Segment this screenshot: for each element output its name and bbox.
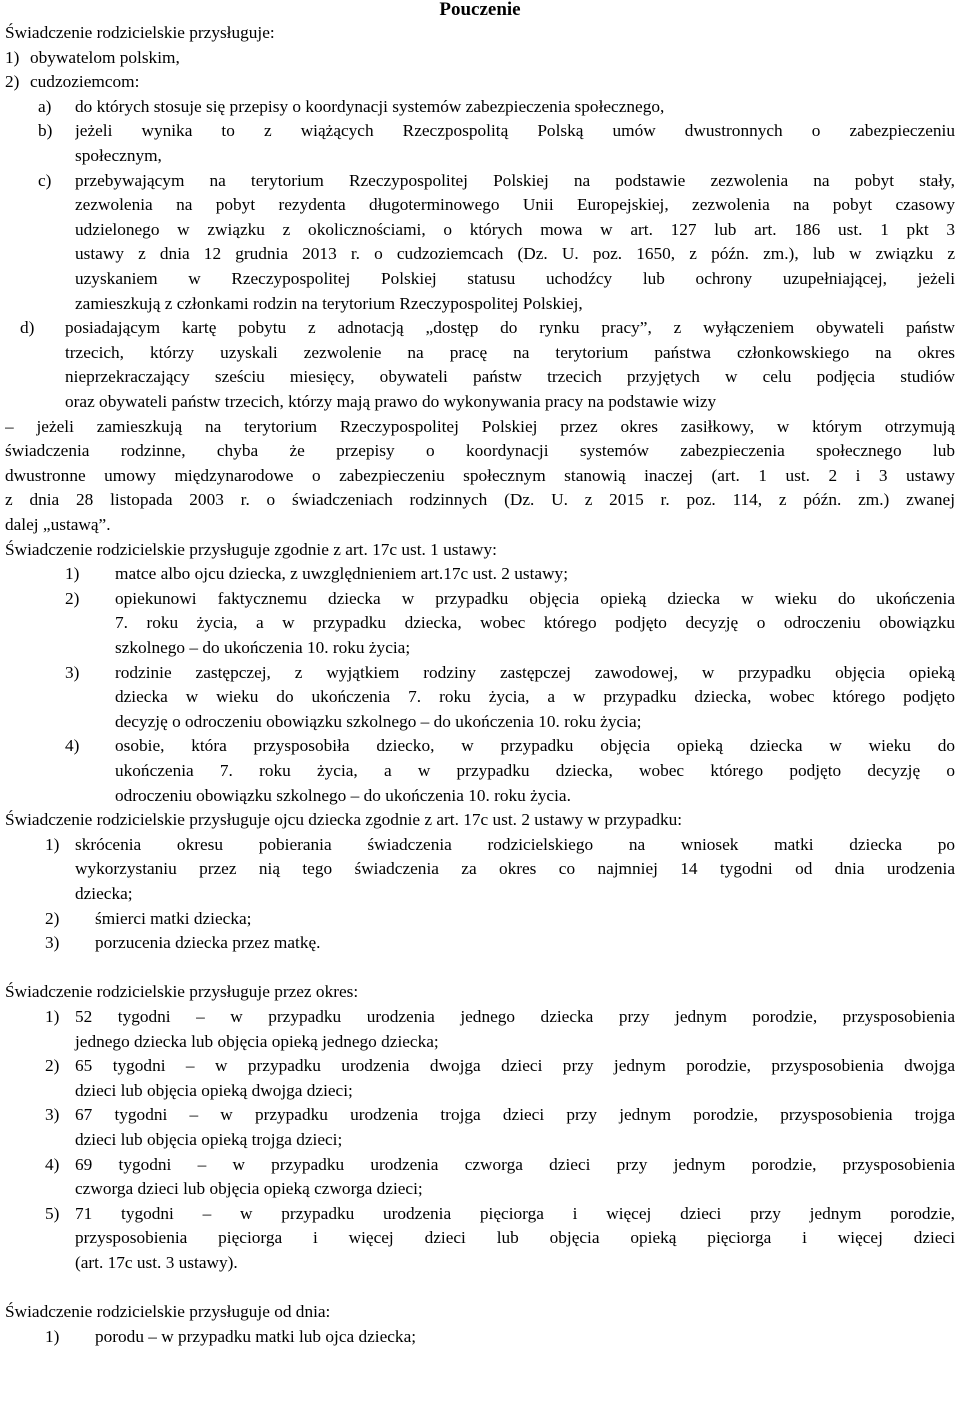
line-text: posiadającym kartę pobytu z adnotacją „dostęp do rynku pracy”, z wyłączeniem obywateli państw xyxy=(65,318,955,338)
line-text: śmierci matki dziecka; xyxy=(95,908,252,928)
line-text: matce albo ojcu dziecka, z uwzględnieniem art.17c ust. 2 ustawy; xyxy=(115,564,568,584)
text-line xyxy=(0,193,960,218)
list-marker: 2) xyxy=(65,588,80,608)
line-text: Świadczenie rodzicielskie przysługuje: xyxy=(5,23,275,42)
line-text: uzyskaniem w Rzeczypospolitej Polskiej statusu uchodźcy lub ochrony uzupełniającej, jeżeli xyxy=(75,269,955,288)
text-line xyxy=(0,1226,960,1251)
text-line xyxy=(0,488,960,513)
text-line xyxy=(0,1079,960,1104)
line-text: przysposobienia pięciorga i więcej dzieci lub objęcia opieką pięciorga i więcej dzieci xyxy=(75,1228,955,1248)
line-text: zezwolenia na pobyt rezydenta długoterminowego Unii Europejskiej, zezwolenia na pobyt czasowy xyxy=(75,195,955,215)
line-text: oraz obywateli państw trzecich, którzy mają prawo do wykonywania pracy na podstawie wizy xyxy=(65,392,717,411)
text-line xyxy=(0,710,960,735)
text-line xyxy=(0,857,960,882)
text-line xyxy=(0,365,960,390)
line-text: jednego dziecka lub objęcia opieką jednego dziecka; xyxy=(75,1031,439,1051)
line-text: udzielonego w związku z okolicznościami, o których mowa w art. 127 lub art. 186 ust. 1 pkt 3 xyxy=(75,219,955,239)
line-text: – jeżeli zamieszkują na terytorium Rzeczypospolitej Polskiej przez okres zasiłkowy, w którym otrzymują xyxy=(5,416,955,436)
text-line xyxy=(0,1103,960,1128)
text-line xyxy=(0,661,960,686)
text-line xyxy=(0,1054,960,1079)
text-line xyxy=(0,390,960,415)
text-line xyxy=(0,46,960,71)
text-line xyxy=(0,562,960,587)
line-text: 7. roku życia, a w przypadku dziecka, wobec którego podjęto decyzję o odroczeniu obowiązku xyxy=(115,613,955,633)
list-marker: b) xyxy=(38,121,53,141)
line-text: Świadczenie rodzicielskie przysługuje zgodnie z art. 17c ust. 1 ustawy: xyxy=(5,539,497,559)
text-line xyxy=(0,267,960,292)
text-line xyxy=(0,95,960,120)
list-marker: 2) xyxy=(45,908,60,928)
line-text: 67 tygodni – w przypadku urodzenia trojga dzieci przy jednym porodzie, przysposobienia trojga xyxy=(75,1105,955,1125)
text-line xyxy=(0,218,960,243)
line-text: skrócenia okresu pobierania świadczenia rodzicielskiego na wniosek matki dziecka po xyxy=(75,834,955,854)
line-text: 71 tygodni – w przypadku urodzenia pięciorga i więcej dzieci przy jednym porodzie, xyxy=(75,1203,955,1223)
line-text: osobie, która przysposobiła dziecko, w przypadku objęcia opieką dziecka w wieku do xyxy=(115,736,955,756)
text-line xyxy=(0,907,960,932)
text-line xyxy=(0,1030,960,1055)
line-text: odroczeniu obowiązku szkolnego – do ukończenia 10. roku życia. xyxy=(115,785,571,805)
text-line xyxy=(0,538,960,563)
line-text: porodu – w przypadku matki lub ojca dziecka; xyxy=(95,1326,417,1346)
text-line xyxy=(0,513,960,538)
line-text: z dnia 28 listopada 2003 r. o świadczeniach rodzinnych (Dz. U. z 2015 r. poz. 114, z późn. zm.) zwanej xyxy=(5,490,955,510)
text-line xyxy=(0,980,960,1005)
text-line xyxy=(0,1128,960,1153)
list-marker: 2) xyxy=(5,72,20,92)
line-text: nieprzekraczający sześciu miesięcy, obywateli państw trzecich przyjętych w celu podjęcia studiów xyxy=(65,367,955,387)
line-text: ukończenia 7. roku życia, a w przypadku dziecka, wobec którego podjęto decyzję o xyxy=(115,761,955,780)
line-text: ustawy z dnia 12 grudnia 2013 r. o cudzoziemcach (Dz. U. poz. 1650, z późn. zm.), lub w związku z xyxy=(75,244,955,264)
text-line xyxy=(0,931,960,956)
line-text: 65 tygodni – w przypadku urodzenia dwojga dzieci przy jednym porodzie, przysposobienia dwojga xyxy=(75,1056,955,1076)
line-text: jeżeli wynika to z wiążących Rzeczpospolitą Polską umów dwustronnych o zabezpieczeniu xyxy=(75,121,955,141)
list-marker: d) xyxy=(20,318,35,338)
list-marker: 3) xyxy=(65,662,80,682)
line-text: dwustronne umowy międzynarodowe o zabezpieczeniu społecznym stanowią inaczej (art. 1 ust. 2 i 3 ustawy xyxy=(5,465,955,485)
text-line xyxy=(0,242,960,267)
text-line xyxy=(0,70,960,95)
line-text: dziecka; xyxy=(75,884,133,903)
line-text: dzieci lub objęcia opieką trojga dzieci; xyxy=(75,1130,343,1149)
line-text: (art. 17c ust. 3 ustawy). xyxy=(75,1253,238,1272)
text-line xyxy=(0,685,960,710)
list-marker: 1) xyxy=(5,47,20,67)
text-line xyxy=(0,464,960,489)
line-text: opiekunowi faktycznemu dziecka w przypadku objęcia opieką dziecka w wieku do ukończenia xyxy=(115,588,955,608)
line-text: trzecich, którzy uzyskali zezwolenie na pracę na terytorium państwa członkowskiego na okres xyxy=(65,342,955,362)
line-text: cudzoziemcom: xyxy=(30,72,140,92)
text-line xyxy=(0,415,960,440)
line-text: porzucenia dziecka przez matkę. xyxy=(95,933,321,953)
text-line xyxy=(0,1251,960,1276)
line-text: wykorzystaniu przez nią tego świadczenia za okres co najmniej 14 tygodni od dnia urodzenia xyxy=(75,859,955,879)
line-text: Świadczenie rodzicielskie przysługuje przez okres: xyxy=(5,982,359,1002)
text-line xyxy=(0,1325,960,1350)
text-line xyxy=(0,636,960,661)
line-text: dziecka w wieku do ukończenia 7. roku życia, a w przypadku dziecka, wobec którego podjęto xyxy=(115,687,955,707)
list-marker: 1) xyxy=(45,834,60,854)
list-marker: 4) xyxy=(45,1154,60,1174)
text-line xyxy=(0,808,960,833)
line-text: świadczenia rodzinne, chyba że przepisy o koordynacji systemów zabezpieczenia społecznego lub xyxy=(5,441,955,461)
line-text: społecznym, xyxy=(75,146,162,165)
text-line xyxy=(0,587,960,612)
list-marker: 4) xyxy=(65,736,80,756)
list-marker: 3) xyxy=(45,1105,60,1125)
text-line xyxy=(0,316,960,341)
page-title: Pouczenie xyxy=(439,0,521,20)
list-marker: 1) xyxy=(45,1326,60,1346)
line-text: dalej „ustawą”. xyxy=(5,515,111,534)
text-line xyxy=(0,341,960,366)
text-line xyxy=(0,784,960,809)
line-text: decyzję o odroczeniu obowiązku szkolnego – do ukończenia 10. roku życia; xyxy=(115,711,642,731)
text-line xyxy=(0,21,960,46)
list-marker: 5) xyxy=(45,1203,60,1223)
text-line xyxy=(0,956,960,981)
line-text: Świadczenie rodzicielskie przysługuje od dnia: xyxy=(5,1302,331,1322)
text-line xyxy=(0,833,960,858)
text-line xyxy=(0,759,960,784)
text-line xyxy=(0,439,960,464)
text-line xyxy=(0,1177,960,1202)
line-text: 69 tygodni – w przypadku urodzenia czworga dzieci przy jednym porodzie, przysposobienia xyxy=(75,1154,955,1174)
line-text: zamieszkują z członkami rodzin na terytorium Rzeczypospolitej Polskiej, xyxy=(75,293,583,313)
line-text: czworga dzieci lub objęcia opieką czworga dzieci; xyxy=(75,1179,423,1199)
list-marker: a) xyxy=(38,96,52,116)
text-line xyxy=(0,1153,960,1178)
line-text: dzieci lub objęcia opieką dwojga dzieci; xyxy=(75,1080,353,1100)
text-line xyxy=(0,1202,960,1227)
list-marker: 2) xyxy=(45,1056,60,1076)
text-line xyxy=(0,1300,960,1325)
list-marker: 1) xyxy=(45,1007,60,1026)
line-text: 52 tygodni – w przypadku urodzenia jednego dziecka przy jednym porodzie, przysposobienia xyxy=(75,1007,955,1026)
text-line xyxy=(0,1005,960,1030)
text-line xyxy=(0,169,960,194)
text-line xyxy=(0,734,960,759)
list-marker: 1) xyxy=(65,564,80,584)
line-text: Świadczenie rodzicielskie przysługuje ojcu dziecka zgodnie z art. 17c ust. 2 ustawy w przypadku: xyxy=(5,810,683,830)
text-line xyxy=(0,292,960,317)
text-line xyxy=(0,611,960,636)
text-line xyxy=(0,144,960,169)
text-line xyxy=(0,882,960,907)
text-line xyxy=(0,119,960,144)
line-text: rodzinie zastępczej, z wyjątkiem rodziny zastępczej zawodowej, w przypadku objęcia opieką xyxy=(115,662,955,682)
line-text: szkolnego – do ukończenia 10. roku życia; xyxy=(115,638,411,657)
line-text: do których stosuje się przepisy o koordynacji systemów zabezpieczenia społecznego, xyxy=(75,96,665,116)
list-marker: 3) xyxy=(45,933,60,953)
text-line xyxy=(0,1276,960,1301)
list-marker: c) xyxy=(38,170,52,190)
line-text: przebywającym na terytorium Rzeczypospolitej Polskiej na podstawie zezwolenia na pobyt stały, xyxy=(75,170,955,190)
line-text: obywatelom polskim, xyxy=(30,47,180,67)
